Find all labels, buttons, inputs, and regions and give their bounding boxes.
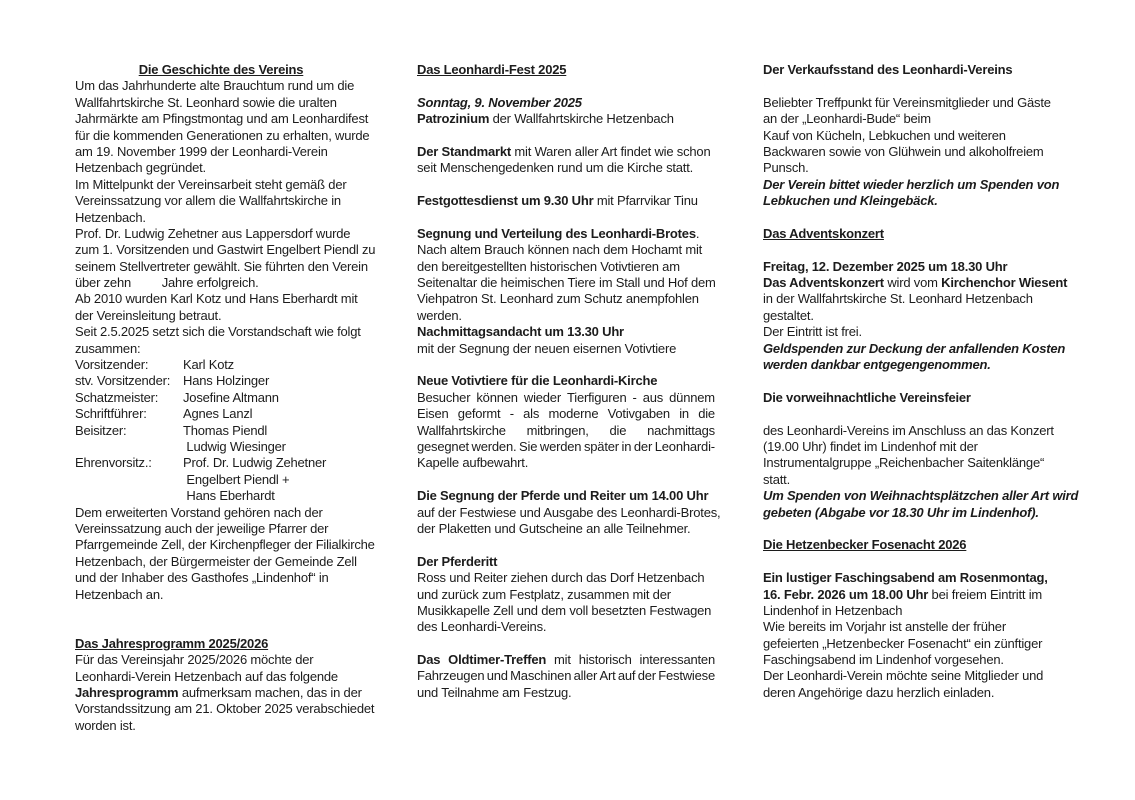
text-line [763,668,1061,684]
text-line [417,406,715,422]
text-run: Beliebter Treffpunkt für Vereinsmitglieder und Gäste [763,94,1051,110]
text-line [417,160,715,176]
text-run: Leonhardi-Verein Hetzenbach auf das folgende [75,668,338,684]
text-run: Festgottesdienst um 9.30 Uhr [417,193,594,209]
text-line [75,210,367,226]
text-run: gefeierten „Hetzenbecker Fosenacht“ ein zünftiger [763,635,1043,651]
text-line [763,603,1061,619]
officer-name: Thomas Piendl [183,422,268,438]
text-line [763,259,1061,275]
text-run: (19.00 Uhr) findet im Lindenhof mit der [763,439,978,454]
text-line [75,718,367,734]
text-line [763,685,1061,701]
text-line [417,570,715,586]
text-run: Vereinssatzung auch der jeweilige Pfarrer der [75,520,329,536]
text-line [417,488,715,504]
text-line [763,652,1061,668]
paragraph [417,554,715,636]
text-run: Der Leonhardi-Verein möchte seine Mitglieder und [763,668,1044,684]
text-line [75,242,376,258]
text-line [75,177,367,193]
text-word: aller [573,668,598,684]
text-word: der [633,439,653,454]
text-run: Pfarrgemeinde Zell, der Kirchenpfleger der Filialkirche [75,537,375,553]
text-line [75,554,367,570]
text-word: geformt [457,406,501,422]
text-word: Tierfiguren [567,389,627,405]
text-word: werden [539,439,582,454]
text-line [763,160,1061,176]
officer-role: Vorsitzender: [75,357,149,373]
text-run: bei freiem Eintritt im [928,586,1043,602]
text-run: der Plaketten und Gutscheine an alle Teilnehmer. [417,520,691,536]
text-run: Punsch. [763,160,809,176]
text-run: Kapelle aufbewahrt. [417,455,529,471]
text-run: der Vereinsleitung betraut. [75,307,222,323]
paragraph [417,652,715,701]
text-run: Jahresprogramm [75,684,179,700]
paragraph [417,144,715,177]
text-line [75,226,367,242]
text-line [417,652,715,668]
text-run: werden dankbar entgegengenommen. [763,357,991,373]
text-run: Faschingsabend im Lindenhof vorgesehen. [763,652,1004,668]
text-line [417,619,715,635]
paragraph [417,373,715,471]
paragraph [417,193,715,209]
text-line [763,340,1066,357]
text-run: Nachmittagsandacht um 13.30 Uhr [417,324,624,340]
officer-name: Karl Kotz [183,357,234,373]
text-word: Wallfahrtskirche [417,422,506,438]
text-word: Votivgaben [607,406,670,422]
text-line [75,193,367,209]
text-line [763,587,1061,603]
text-line [763,455,1061,471]
paragraph [763,570,1061,701]
text-line [763,144,1061,160]
text-run: am 19. November 1999 der Leonhardi-Verein [75,143,328,159]
text-word: Art [599,668,616,684]
text-line [417,423,715,439]
text-run: Im Mittelpunkt der Vereinsarbeit steht gemäß der [75,176,347,192]
paragraph [763,422,1079,521]
text-line [417,521,715,537]
text-run: seit Menschengedenken rund um die Kirche statt. [417,160,694,176]
text-word: und [486,668,508,684]
text-run: mit Waren aller Art findet wie schon [511,143,711,159]
text-line [417,341,715,357]
text-run: zum 1. Vorsitzenden und Gastwirt Engelbert Piendl zu [75,242,376,258]
text-word: mitbringen, [526,422,589,438]
text-run: Hetzenbach gegründet. [75,160,206,176]
text-line [417,144,715,160]
text-line [763,439,1061,455]
text-line [75,291,367,307]
text-line [763,357,1061,373]
text-run: wird vom [883,275,942,291]
text-word: in [679,406,689,422]
text-run: Geldspenden zur Deckung der anfallenden Kosten [763,340,1066,356]
text-word: Sie [519,439,538,454]
officer-name: Hans Holzinger [183,373,270,389]
text-line [763,62,1061,78]
text-run: der Wallfahrtskirche Hetzenbach [489,111,674,127]
text-word: der [637,668,656,684]
text-line [417,291,715,307]
text-word: als [523,406,540,422]
text-run: gebeten (Abgabe vor 18.30 Uhr im Lindenhof). [763,504,1039,520]
text-run: über zehn Jahre erfolgreich. [75,275,259,291]
section-heading: Das Adventskonzert [763,225,884,241]
text-run: Seitenaltar die heimischen Tiere im Stall und Hof dem [417,275,716,291]
text-word: Maschinen [510,668,572,684]
text-run: Der Standmarkt [417,143,512,159]
text-run: und Teilnahme am Festzug. [417,684,572,700]
text-run: Patrozinium [417,111,490,127]
text-run: Vorstandssitzung am 21. Oktober 2025 verabschiedet [75,701,375,717]
text-word: gesegnet [417,439,469,454]
text-line [75,701,375,717]
text-line [417,275,715,291]
text-run: in der Wallfahrtskirche St. Leonhard Hetzenbach [763,291,1033,307]
text-line [417,587,715,603]
text-line [763,177,1061,193]
officer-role [75,488,183,504]
text-line [763,128,1061,144]
text-run: . [695,225,700,241]
paragraph [417,488,721,537]
officer-name: Hans Eberhardt [183,488,275,504]
text-line [417,308,715,324]
text-run: Für das Vereinsjahr 2025/2026 möchte der [75,652,314,668]
paragraph [763,95,1061,210]
text-line [75,259,367,275]
text-run: für die kommenden Generationen zu erhalten, wurde [75,127,370,143]
text-line [75,308,367,324]
text-line [763,291,1061,307]
text-run: Kauf von Kücheln, Lebkuchen und weiteren [763,127,1006,143]
text-line [763,636,1061,652]
text-line [75,685,367,701]
text-line [417,685,715,701]
text-run: Jahrmärkte am Pfingstmontag und am Leonhardifest [75,111,369,127]
text-word: werden. [471,439,517,454]
text-run: Der Verkaufsstand des Leonhardi-Vereins [763,62,1013,77]
text-line [417,373,715,389]
text-run: Wallfahrtskirche St. Leonhard sowie die uralten [75,94,337,110]
officer-name: Agnes Lanzl [183,406,253,422]
text-word: Leonhardi- [654,439,715,454]
text-word: später [583,439,619,454]
text-word: in [621,439,632,454]
text-run: mit der Segnung der neuen eisernen Votivtiere [417,340,677,356]
officer-role: Schriftführer: [75,406,147,422]
text-line [75,160,367,176]
paragraph [75,78,376,357]
column-geschichte [75,62,376,734]
text-run: Musikkapelle Zell und dem voll besetzten Festwagen [417,602,712,618]
text-line [763,193,1061,209]
text-line [417,259,715,275]
text-word: historisch [578,652,632,668]
text-run: statt. [763,471,790,487]
text-run: Seit 2.5.2025 setzt sich die Vorstandschaft wie folgt [75,324,361,340]
text-line [417,193,715,209]
text-run: Der Pferderitt [417,553,498,569]
text-run: Segnung und Verteilung des Leonhardi-Brotes [417,225,696,241]
text-run: Hetzenbach an. [75,586,164,602]
text-line [763,619,1061,635]
text-run: aufmerksam machen, das in der [178,684,362,700]
text-line [417,504,721,521]
section-heading: Das Jahresprogramm 2025/2026 [75,635,269,651]
text-line [417,455,715,471]
paragraph [75,652,375,734]
text-line [417,324,715,340]
text-run: und zurück zum Festplatz, zusammen mit der [417,586,671,602]
text-run: Um das Jahrhunderte alte Brauchtum rund um die [75,78,355,94]
text-run: gestaltet. [763,307,814,323]
text-line [75,144,367,160]
text-run: Backwaren sowie von Glühwein und alkoholfreiem [763,143,1044,159]
text-run: Hetzenbach. [75,209,146,225]
officer-role: stv. Vorsitzender: [75,373,171,389]
text-line [75,521,367,537]
section-heading: Die Hetzenbecker Fosenacht 2026 [763,537,967,553]
text-run: Die Segnung der Pferde und Reiter um 14.00 Uhr [417,488,709,504]
text-line [75,111,367,127]
text-run: Ross und Reiter ziehen durch das Dorf Hetzenbach [417,570,705,586]
paragraph [417,226,715,357]
text-run: deren Angehörige dazu herzlich einladen. [763,684,995,700]
text-word: Eisen [417,406,449,422]
text-run: des Leonhardi-Vereins. [417,619,547,635]
paragraph [75,504,375,603]
text-run: Dem erweiterten Vorstand gehören nach der [75,504,323,520]
text-line [417,111,715,127]
text-line [763,324,1061,340]
paragraph [763,258,1068,374]
paragraph [417,95,715,128]
text-line [75,78,367,94]
paragraph [763,62,1061,78]
text-run: Nach altem Brauch können nach dem Hochamt mit [417,242,703,258]
officer-role [75,472,183,488]
text-run: Prof. Dr. Ludwig Zehetner aus Lappersdorf wurde [75,225,351,241]
text-word: Besucher [417,389,471,405]
text-line [763,505,1061,521]
text-word: mit [554,652,571,668]
text-run: 16. Febr. 2026 um 18.00 Uhr [763,586,929,602]
text-line [75,505,367,521]
text-run: Der Eintritt ist frei. [763,324,862,340]
text-run: Ab 2010 wurden Karl Kotz und Hans Eberhardt mit [75,291,358,307]
officer-role [75,439,183,455]
text-line [75,669,367,685]
text-run: auf der Festwiese und Ausgabe des Leonhardi-Brotes, [417,504,721,520]
text-word: Fahrzeugen [417,668,485,684]
text-run: Hetzenbach, der Bürgermeister der Gemeinde Zell [75,553,357,569]
text-line [75,537,375,553]
text-line [417,242,715,258]
text-run: seinem Stellvertreter gewählt. Sie führten den Verein [75,258,368,274]
paragraph [763,390,1061,406]
text-run: Das Adventskonzert [763,275,884,291]
text-line [75,275,367,291]
text-line [75,570,367,586]
text-word: auf [617,668,636,684]
section-heading: Die Geschichte des Vereins [138,62,304,77]
text-line [75,341,367,357]
text-run: Die vorweihnachtliche Vereinsfeier [763,389,971,405]
text-run: zusammen: [75,340,141,356]
section-heading: Das Leonhardi-Fest 2025 [417,62,567,77]
text-run: Vereinssatzung vor allem die Wallfahrtskirche in [75,193,341,209]
text-line [763,472,1061,488]
text-run: Wie bereits im Vorjahr ist anstelle der früher [763,619,1006,635]
text-line [763,390,1061,406]
text-run: Neue Votivtiere für die Leonhardi-Kirche [417,373,658,389]
text-line [763,111,1061,127]
column-leonhardi-fest [417,62,721,701]
text-word: Oldtimer-Treffen [448,652,547,668]
text-word: nachmittags [647,422,715,438]
text-word: können [476,389,518,405]
text-run: mit Pfarrvikar Tinu [593,193,698,209]
text-word: moderne [548,406,599,422]
officer-name: Josefine Altmann [183,389,279,405]
text-line [417,390,715,406]
text-run: den bereitgestellten historischen Votivtieren am [417,258,680,274]
text-run: Der Verein bittet wieder herzlich um Spenden von [763,176,1060,192]
text-line [75,652,367,668]
text-line [417,439,715,455]
text-line [763,308,1061,324]
text-line [763,95,1061,111]
text-line [417,554,715,570]
text-line [75,95,367,111]
text-line [417,603,715,619]
text-word: - [509,406,514,422]
text-line [417,95,715,111]
text-word: - [632,389,637,405]
officer-role: Ehrenvorsitz.: [75,455,152,471]
text-run: werden. [417,307,462,323]
text-word: Das [417,652,441,668]
text-run: Freitag, 12. Dezember 2025 um 18.30 Uhr [763,258,1008,274]
text-line [417,668,715,684]
text-word: die [609,422,627,438]
text-line [417,226,715,242]
text-line [763,423,1061,439]
text-word: die [698,406,715,422]
text-line [763,488,1079,504]
text-word: wieder [523,389,561,405]
officer-name: Prof. Dr. Ludwig Zehetner [183,455,327,471]
text-run: des Leonhardi-Vereins im Anschluss an das Konzert [763,422,1054,438]
text-run: Kirchenchor Wiesent [941,275,1068,291]
text-line [763,570,1061,586]
text-line [763,275,1068,291]
text-word: interessanten [639,652,715,668]
text-run: Sonntag, 9. November 2025 [417,94,582,110]
text-line [75,324,367,340]
text-run: worden ist. [75,717,136,733]
officers-list [75,357,367,505]
column-weitere-termine [763,62,1079,701]
text-word: dünnem [669,389,715,405]
text-run: Viehpatron St. Leonhard zum Schutz anempfohlen [417,291,699,307]
text-run: an der „Leonhardi-Bude“ beim [763,111,931,127]
text-run: und der Inhaber des Gasthofes „Lindenhof“ in [75,570,329,586]
text-run: Lindenhof in Hetzenbach [763,602,903,618]
officer-name: Engelbert Piendl + [183,471,290,487]
text-run: Lebkuchen und Kleingebäck. [763,193,938,209]
text-run: Um Spenden von Weihnachtsplätzchen aller Art wird [763,488,1079,504]
text-run: Ein lustiger Faschingsabend am Rosenmontag, [763,570,1048,586]
officer-name: Ludwig Wiesinger [183,439,286,454]
officer-role: Beisitzer: [75,422,127,438]
officer-role: Schatzmeister: [75,389,159,405]
text-word: Festwiese [658,668,715,684]
text-line [75,127,370,144]
text-word: aus [642,389,664,405]
text-line [75,587,367,603]
text-run: Instrumentalgruppe „Reichenbacher Saitenklänge“ [763,455,1045,471]
